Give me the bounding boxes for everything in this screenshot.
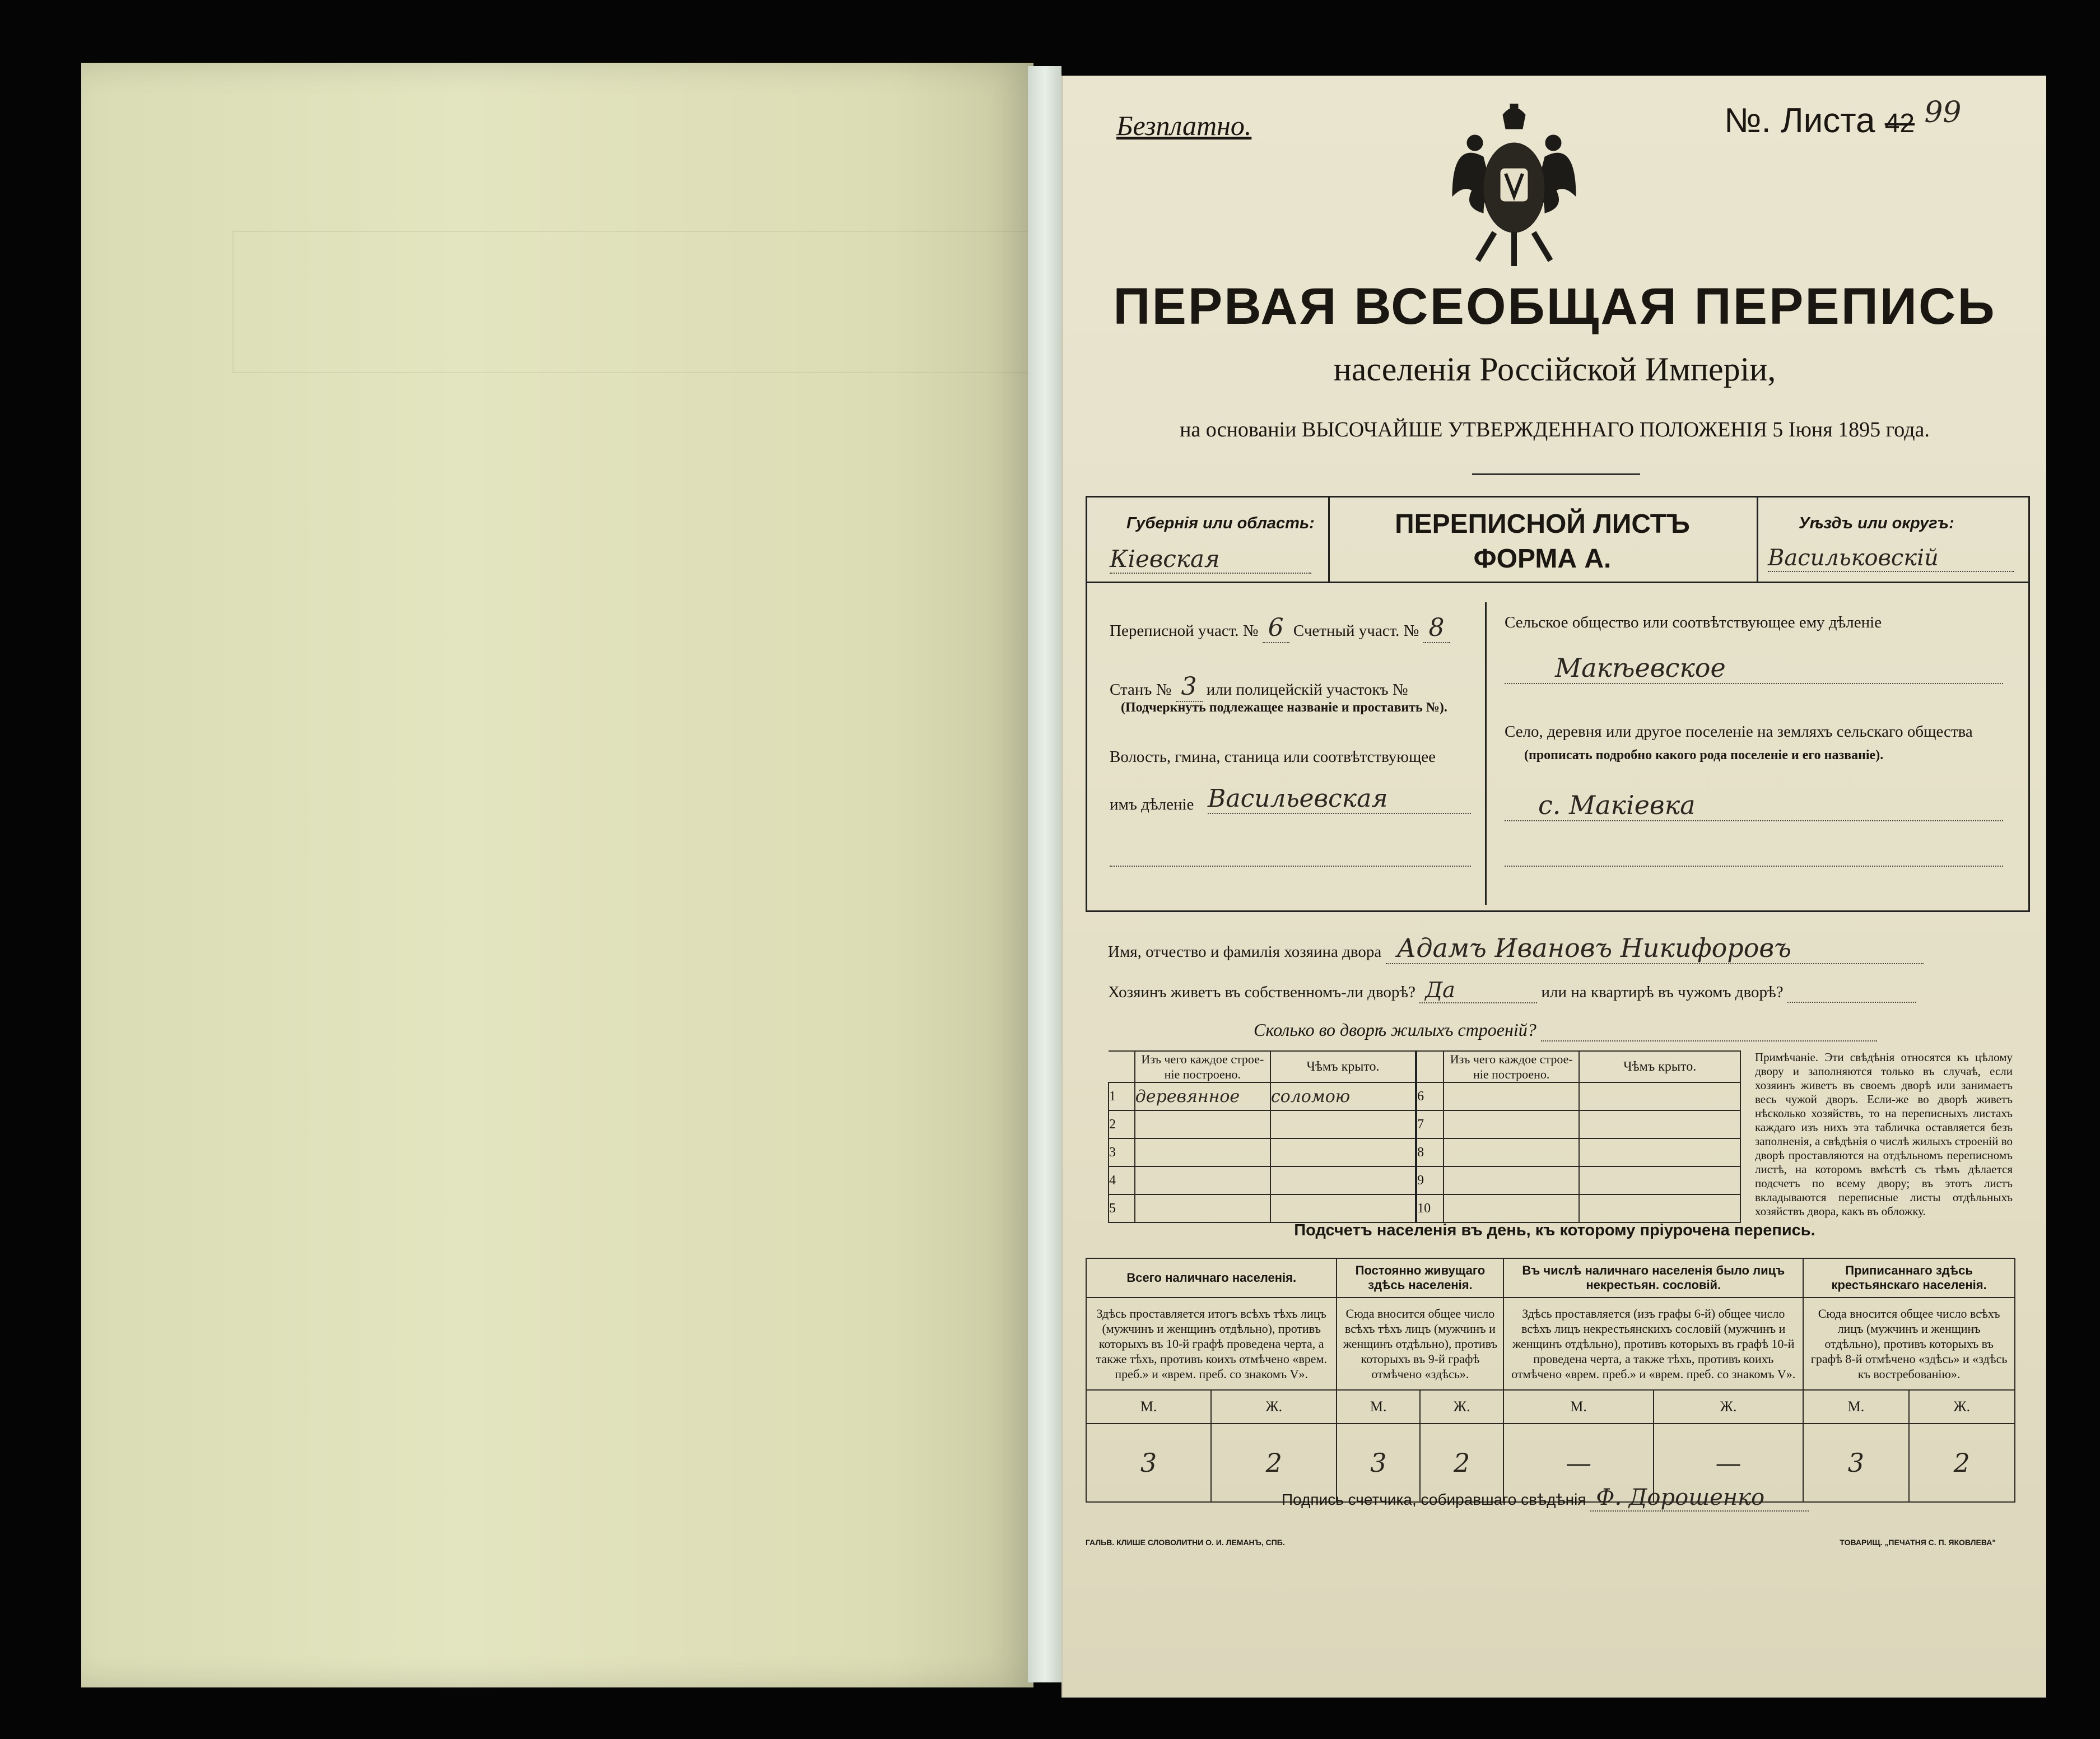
left-page (81, 63, 1033, 1687)
census-section (1110, 613, 1450, 642)
census-form-page (1061, 76, 2046, 1698)
volost-label: Волость, гмина, станица или соотвѣтствующее (1110, 748, 1436, 766)
census-legal-basis: на основаніи ВЫСОЧАЙШЕ УТВЕРЖДЕННАГО ПОЛОЖЕНІЯ 5 Іюня 1895 года. (1180, 418, 1930, 441)
summary-title: Подсчетъ населенія въ день, къ которому пріурочена перепись. (1294, 1221, 1815, 1239)
census-main-title: ПЕРВАЯ ВСЕОБЩАЯ ПЕРЕПИСЬ (1113, 278, 1996, 335)
summary-col3-desc: Здѣсь проставляется (изъ графы 6-й) общее число всѣхъ лицъ некрестьянскихъ сословій (мужчинъ и женщинъ отдѣльно), противъ которыхъ въ графѣ 10-й проведена черта, а также тѣхъ, противъ коихъ отмѣчено «врем. преб.» и «врем. преб. со знакомъ V». (1503, 1298, 1803, 1390)
free-label: Безплатно. (1116, 110, 1252, 141)
underline-note: (Подчеркнуть подлежащее названіе и проставить №). (1121, 700, 1447, 715)
province-label: Губернія или область: (1126, 514, 1315, 532)
village-value: с. Макіевка (1505, 790, 2003, 821)
summary-col2-desc: Сюда вносится общее число всѣхъ тѣхъ лицъ (мужчинъ и женщинъ отдѣльно), противъ которыхъ въ 9-й графѣ отмѣчено «здѣсь». (1337, 1298, 1503, 1390)
village-note: (прописать подробно какого рода поселеніе и его названіе). (1524, 748, 1884, 762)
form-subtitle: ФОРМА А. (1473, 544, 1612, 574)
non-peasant-male: — (1503, 1424, 1653, 1502)
buildings-note: Примѣчаніе. Эти свѣдѣнія относятся къ цѣлому двору и заполняются только въ случаѣ, если хозяинъ живетъ въ своемъ дворѣ или занимаетъ весь чужой дворъ. Если-же во дворѣ живетъ нѣсколько хозяйствъ, то на переписныхъ листахъ каждаго изъ нихъ эта табличка оставляется безъ заполненія, а свѣдѣнія о числѣ жилыхъ строеній во дворѣ проставляются на отдѣльномъ переписномъ листѣ, на которомъ вмѣстѣ съ тѣмъ дѣлается подсчетъ по всему двору; въ этотъ листъ вкладываются переписные листы отдѣльныхъ хозяйствъ двора, какъ въ обложку. (1755, 1050, 2013, 1218)
owner-name-label: Имя, отчество и фамилія хозяина двора (1108, 943, 1382, 961)
district-label: Уѣздъ или округъ: (1799, 514, 1954, 532)
summary-col1-head: Всего наличнаго населенія. (1086, 1258, 1337, 1298)
table-row: 4 9 (1109, 1166, 1740, 1194)
book-spine (1028, 66, 1061, 1682)
summary-col2-head: Постоянно живущаго здѣсь населенія. (1337, 1258, 1503, 1298)
sheet-number (1724, 96, 1962, 141)
non-peasant-female: — (1654, 1424, 1803, 1502)
total-present-female: 2 (1211, 1424, 1337, 1502)
society-label: Сельское общество или соотвѣтствующее ему дѣленіе (1505, 613, 1882, 631)
sheet-number-handwritten: 99 (1924, 96, 1962, 129)
owner-name-line (1108, 933, 2027, 964)
summary-col4-desc: Сюда вносится общее число всѣхъ лицъ (мужчинъ и женщинъ отдѣльно), противъ которыхъ въ графѣ 8-й отмѣчено «здѣсь» и «здѣсь къ востребованію». (1803, 1298, 2015, 1390)
buildings-count-label: Сколько во дворѣ жилыхъ строеній? (1254, 1020, 1536, 1040)
table-row: 1 деревянное соломою 6 (1109, 1082, 1740, 1110)
own-yard-label: Хозяинъ живетъ въ собственномъ-ли дворѣ? (1108, 983, 1415, 1001)
summary-col3-head: Въ числѣ наличнаго населенія было лицъ некрестьян. сословій. (1503, 1258, 1803, 1298)
owner-name-value: Адамъ Ивановъ Никифоровъ (1386, 933, 1924, 964)
own-yard-value: Да (1419, 978, 1537, 1003)
signature-line (1282, 1485, 1809, 1512)
printer-right: ТОВАРИЩ. „ПЕЧАТНЯ С. П. ЯКОВЛЕВА" (1840, 1538, 1996, 1547)
count-section-value: 8 (1423, 613, 1450, 643)
bleed-through-table (232, 231, 1075, 373)
buildings-col-roof-2: Чѣмъ крыто. (1579, 1051, 1740, 1082)
volost-label-2: имъ дѣленіе (1110, 796, 1194, 813)
permanent-male: 3 (1337, 1424, 1420, 1502)
imperial-eagle-emblem-icon (1450, 104, 1579, 272)
count-section-label: Счетный участ. № (1293, 622, 1419, 640)
owner-yard-line (1108, 978, 2027, 1003)
province-value: Кіевская (1110, 545, 1311, 574)
police-label: или полицейскій участокъ № (1206, 681, 1408, 699)
form-header-box (1086, 496, 2030, 583)
summary-col1-desc: Здѣсь проставляется итогъ всѣхъ тѣхъ лицъ (мужчинъ и женщинъ отдѣльно), противъ которыхъ въ 10-й графѣ проведена черта, а также тѣхъ, противъ коихъ отмѣчено «врем. преб.» и «врем. преб. со знакомъ V». (1086, 1298, 1337, 1390)
location-block (1086, 580, 2030, 912)
buildings-col-material-2: Изъ чего каждое строе-ніе построено. (1444, 1051, 1579, 1082)
buildings-col-material: Изъ чего каждое строе-ніе построено. (1135, 1051, 1270, 1082)
population-summary-table: Всего наличнаго населенія. Постоянно живущаго здѣсь населенія. Въ числѣ наличнаго населенія было лицъ некрестьян. сословій. Приписаннаго здѣсь крестьянскаго населенія. Здѣсь проставляется итогъ всѣхъ тѣхъ лицъ (мужчинъ и женщинъ отдѣльно), противъ которыхъ въ 10-й графѣ проведена черта, а также тѣхъ, противъ коихъ отмѣчено «врем. преб.» и «врем. преб. со знакомъ V». Сюда вносится общее число всѣхъ тѣхъ лицъ (мужчинъ и женщинъ отдѣльно), противъ которыхъ въ 9-й графѣ отмѣчено «здѣсь». Здѣсь проставляется (изъ графы 6-й) общее число всѣхъ лицъ некрестьянскихъ сословій (мужчинъ и женщинъ отдѣльно), противъ которыхъ въ графѣ 10-й проведена черта, а также тѣхъ, противъ коихъ отмѣчено «врем. преб.» и «врем. преб. со знакомъ V». Сюда вносится общее число всѣхъ лицъ (мужчинъ и женщинъ отдѣльно), противъ которыхъ въ графѣ 8-й отмѣчено «здѣсь» и «здѣсь къ востребованію». М. Ж. М. Ж. М. Ж. М. Ж. 3 2 3 2 — — 3 2 (1086, 1258, 2015, 1503)
society-value: Макѣевское (1505, 653, 2003, 684)
registered-peasant-female: 2 (1909, 1424, 2015, 1502)
ornament-divider (1472, 473, 1640, 475)
volost-value: Васильевская (1208, 784, 1471, 814)
table-row: 2 7 (1109, 1110, 1740, 1138)
census-subtitle: населенія Россійской Имперіи, (1333, 351, 1776, 388)
sheet-number-label: №. Листа (1724, 101, 1875, 140)
permanent-female: 2 (1420, 1424, 1503, 1502)
signature-label: Подпись счетчика, собиравшаго свѣдѣнія (1282, 1491, 1586, 1508)
buildings-col-roof: Чѣмъ крыто. (1270, 1051, 1416, 1082)
stan-label: Станъ № (1110, 681, 1172, 699)
census-section-value: 6 (1263, 613, 1289, 643)
registered-peasant-male: 3 (1803, 1424, 1908, 1502)
buildings-count-line (1254, 1020, 1877, 1041)
sheet-number-crossed: 42 (1884, 109, 1915, 138)
table-row: 3 8 (1109, 1138, 1740, 1166)
village-label: Село, деревня или другое поселеніе на земляхъ сельскаго общества (1505, 723, 1973, 741)
signature-value: Ф. Дорошенко (1590, 1485, 1809, 1512)
stan-line (1110, 672, 1408, 701)
district-value: Васильковскій (1768, 545, 2014, 572)
form-title: ПЕРЕПИСНОЙ ЛИСТЪ (1395, 509, 1690, 539)
stan-value: 3 (1176, 672, 1203, 702)
buildings-table (1108, 1050, 1741, 1223)
rent-label: или на квартирѣ въ чужомъ дворѣ? (1541, 983, 1784, 1001)
total-present-male: 3 (1086, 1424, 1211, 1502)
summary-col4-head: Приписаннаго здѣсь крестьянскаго населенія. (1803, 1258, 2015, 1298)
printer-left: ГАЛЬВ. КЛИШЕ СЛОВОЛИТНИ О. И. ЛЕМАНЪ, СПБ. (1086, 1538, 1285, 1547)
census-section-label: Переписной участ. № (1110, 622, 1259, 640)
table-row: 5 10 (1109, 1194, 1740, 1222)
